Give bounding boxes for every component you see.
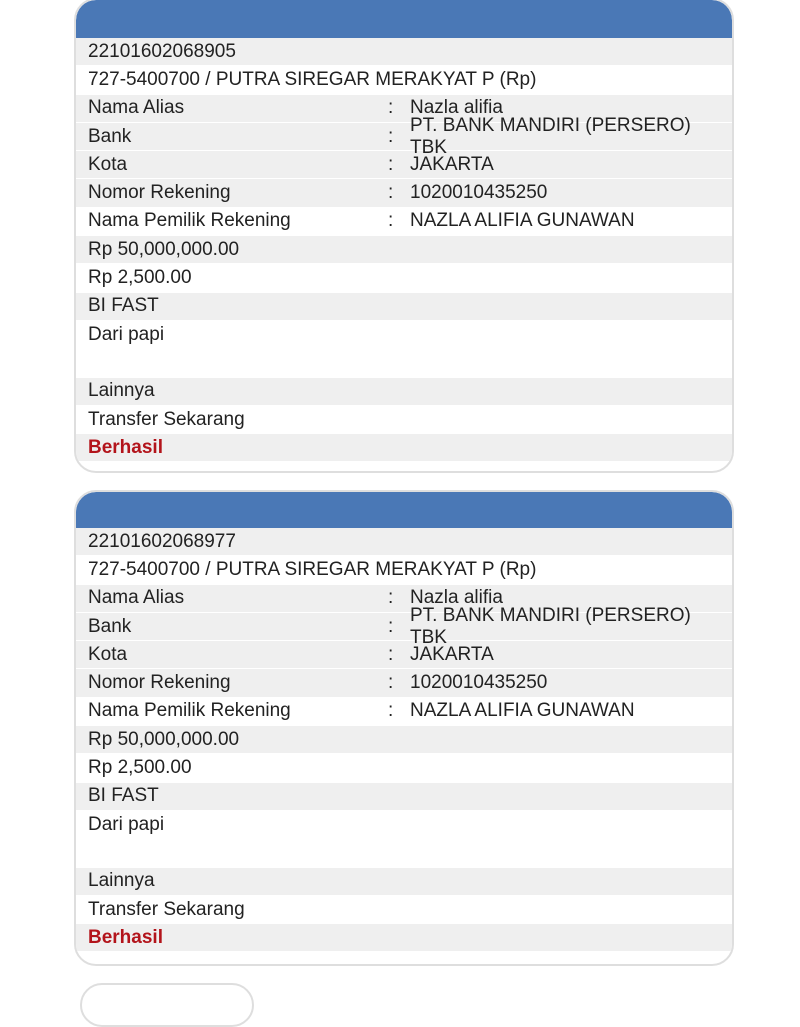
transaction-card[interactable] [74,0,734,473]
separator: : [388,210,394,232]
reference-number: 22101602068977 [88,530,236,552]
transfer-note: Dari papi [88,323,165,345]
field-value: JAKARTA [410,153,494,175]
field-label: Nomor Rekening [88,672,231,694]
field-label: Nama Alias [88,97,185,119]
field-value: JAKARTA [410,643,494,665]
method-row [76,293,732,321]
card-header-bar [76,492,732,528]
fee-row [76,264,732,292]
separator: : [388,97,394,119]
separator: : [388,125,394,147]
reference-number: 22101602068905 [88,40,236,62]
field-value: Nazla alifia [410,587,503,609]
status-badge: Berhasil [88,436,163,458]
next-transaction-card-peek [80,983,254,1027]
detail-row [76,114,732,158]
schedule-row [76,406,732,434]
field-value: PT. BANK MANDIRI (PERSERO) TBK [410,604,691,648]
separator: : [388,700,394,722]
field-label: Kota [88,153,128,175]
method-row [76,783,732,811]
detail-row [76,641,732,669]
field-label: Bank [88,125,132,147]
detail-row [76,179,732,207]
transfer-fee: Rp 2,500.00 [88,757,192,779]
transfer-note: Dari papi [88,813,165,835]
reference-row [76,528,732,556]
transfer-fee: Rp 2,500.00 [88,267,192,289]
transfer-schedule: Transfer Sekarang [88,408,245,430]
transfer-method: BI FAST [88,295,159,317]
detail-row [76,669,732,697]
detail-row [76,208,732,236]
transfer-category: Lainnya [88,380,155,402]
amount-row [76,726,732,754]
separator: : [388,153,394,175]
transaction-card[interactable] [74,490,734,966]
category-row [76,868,732,896]
source-account: 727-5400700 / PUTRA SIREGAR MERAKYAT P (Rp) [88,558,537,580]
field-value: 1020010435250 [410,182,548,204]
detail-row [76,604,732,648]
reference-row [76,38,732,66]
transfer-method: BI FAST [88,785,159,807]
detail-row [76,698,732,726]
field-label: Bank [88,615,132,637]
field-value: PT. BANK MANDIRI (PERSERO) TBK [410,114,691,158]
status-row [76,924,732,952]
transfer-amount: Rp 50,000,000.00 [88,238,240,260]
field-label: Nama Alias [88,587,185,609]
field-label: Nomor Rekening [88,182,231,204]
field-value: 1020010435250 [410,672,548,694]
field-value: NAZLA ALIFIA GUNAWAN [410,210,635,232]
transfer-category: Lainnya [88,870,155,892]
field-label: Kota [88,643,128,665]
detail-row [76,151,732,179]
field-value: NAZLA ALIFIA GUNAWAN [410,700,635,722]
transfer-schedule: Transfer Sekarang [88,898,245,920]
source-account-row [76,66,732,94]
separator: : [388,587,394,609]
empty-row [76,349,732,377]
category-row [76,378,732,406]
status-row [76,434,732,462]
transfer-amount: Rp 50,000,000.00 [88,728,240,750]
separator: : [388,615,394,637]
note-row [76,811,732,839]
note-row [76,321,732,349]
field-value: Nazla alifia [410,97,503,119]
separator: : [388,672,394,694]
empty-row [76,839,732,867]
fee-row [76,754,732,782]
source-account-row [76,556,732,584]
separator: : [388,182,394,204]
card-header-bar [76,0,732,38]
schedule-row [76,896,732,924]
status-badge: Berhasil [88,926,163,948]
field-label: Nama Pemilik Rekening [88,700,291,722]
separator: : [388,643,394,665]
field-label: Nama Pemilik Rekening [88,210,291,232]
source-account: 727-5400700 / PUTRA SIREGAR MERAKYAT P (Rp) [88,68,537,90]
amount-row [76,236,732,264]
